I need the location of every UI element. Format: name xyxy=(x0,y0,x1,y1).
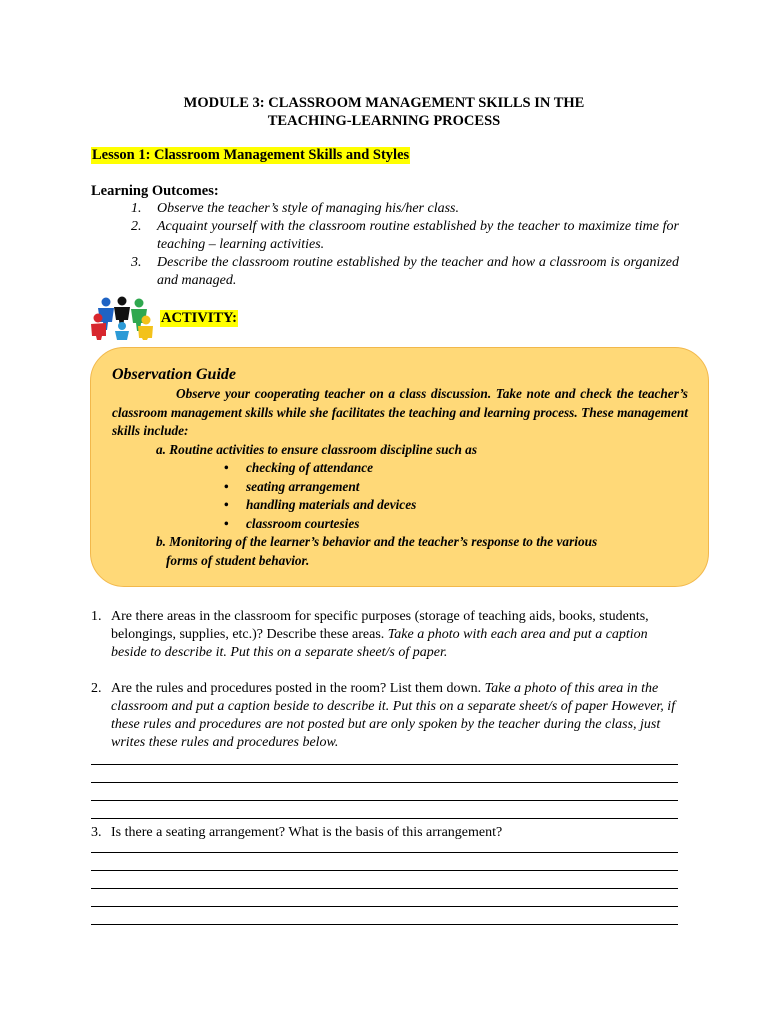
lesson-title: Lesson 1: Classroom Management Skills and Styles xyxy=(92,147,410,163)
activity-label: ACTIVITY: xyxy=(161,310,238,326)
outcome-item: 2. Acquaint yourself with the classroom routine established by the teacher to maximize time for teaching – learning activities. xyxy=(131,219,679,252)
people-circle-icon xyxy=(88,296,156,340)
answer-line[interactable] xyxy=(91,852,678,853)
answer-line[interactable] xyxy=(91,870,678,871)
outcome-item: 3. Describe the classroom routine established by the teacher and how a classroom is organized and managed. xyxy=(131,255,679,288)
answer-line[interactable] xyxy=(91,764,678,765)
answer-line[interactable] xyxy=(91,782,678,783)
module-title xyxy=(0,94,768,130)
question-1: 1. Are there areas in the classroom for specific purposes (storage of teaching aids, books, students, belongings, supplies, etc.)? Describe these areas. Take a photo with each area and put a caption beside to describe it. Put this on a separate sheet/s of paper. xyxy=(91,609,649,660)
question-2: 2. Are the rules and procedures posted in the room? List them down. Take a photo of this area in the classroom and put a caption beside to describe it. Put this on a separate sheet/s of paper However, if these rules and procedures are not posted but are only spoken by the teacher during the class, just writes these rules and procedures below. xyxy=(91,681,676,750)
observation-guide-body xyxy=(112,385,688,570)
answer-line[interactable] xyxy=(91,800,678,801)
guide-sub-b-line-2: forms of student behavior. xyxy=(166,552,310,568)
guide-sub-b-line-1: b. Monitoring of the learner’s behavior and the teacher’s response to the various xyxy=(156,534,598,549)
question-3: 3. Is there a seating arrangement? What is the basis of this arrangement? xyxy=(91,825,503,840)
guide-bullet-list xyxy=(112,459,688,533)
answer-line[interactable] xyxy=(91,906,678,907)
guide-bullet-item: • checking of attendance xyxy=(224,459,688,478)
answer-line[interactable] xyxy=(91,924,678,925)
guide-bullet-item: • classroom courtesies xyxy=(224,515,688,534)
guide-bullet-item: • seating arrangement xyxy=(224,478,688,497)
learning-outcomes-list xyxy=(131,200,679,290)
outcome-item: 1. Observe the teacher’s style of managing his/her class. xyxy=(131,201,459,216)
guide-intro: Observe your cooperating teacher on a class discussion. Take note and check the teacher’s classroom management skills while she facilitates the teaching and learning process. These management skills include: xyxy=(112,386,688,438)
module-title-line-2: TEACHING-LEARNING PROCESS xyxy=(267,113,501,129)
learning-outcomes-heading: Learning Outcomes: xyxy=(91,183,219,199)
module-title-line-1: MODULE 3: CLASSROOM MANAGEMENT SKILLS IN THE xyxy=(183,95,585,111)
answer-line[interactable] xyxy=(91,818,678,819)
activity-row xyxy=(88,296,288,340)
answer-line[interactable] xyxy=(91,888,678,889)
answer-lines-3[interactable] xyxy=(91,852,678,942)
observation-guide-title: Observation Guide xyxy=(112,366,236,383)
guide-sub-a: a. Routine activities to ensure classroom discipline such as xyxy=(156,441,477,457)
guide-bullet-item: • handling materials and devices xyxy=(224,496,688,515)
